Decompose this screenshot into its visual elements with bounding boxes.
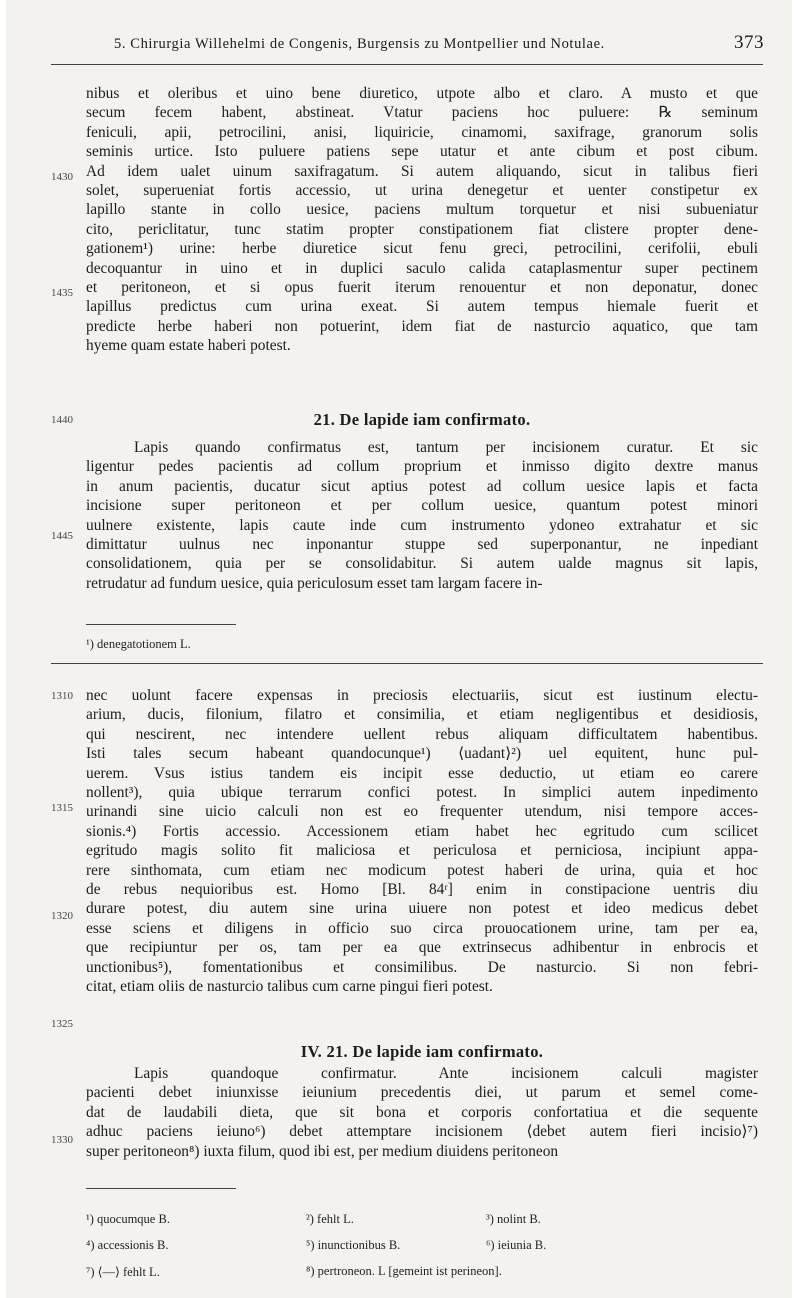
footnote-rule-lower [86,1188,236,1189]
footnote: ⁵) inunctionibus B. [306,1238,401,1252]
text-line: super peritoneon⁸) iuxta filum, quod ibi est, per medium diuidens peritoneon [86,1142,559,1160]
upper-text-block-2 [86,438,758,593]
text-line: Lapis quando confirmatus est, tantum per incisionem curatur. Et sic [134,439,758,456]
line-number: 1435 [51,287,73,299]
text-line: durare potest, diu autem sine urina uiuere non potest et ideo medicus debet [86,900,758,918]
text-line: incisione super peritoneon et per collum uesice, quantum potest minori [86,497,758,515]
footnote: ⁷) ⟨—⟩ fehlt L. [86,1265,160,1279]
text-line: solet, superueniat fortis accessio, ut urina denegetur et uenter constipetur ex [86,182,758,200]
footnote: ⁶) ieiunia B. [486,1238,547,1252]
text-line: esse sciens et diligens in officio suo circa prouocationem urine, tam per ea, [86,919,758,937]
text-line: nollent³), quia ubique terrarum confici potest. In simplici autem inpedimento [86,784,758,802]
footnote: ⁸) pertroneon. L [gemeint ist perineon]. [306,1264,502,1278]
footnote: ³) nolint B. [486,1212,541,1226]
text-line: in anum pacientis, ducatur sicut aptius potest ad collum uesice lapis et facta [86,477,758,495]
page-number: 373 [734,32,764,53]
text-line: citat, etiam oliis de nasturcio talibus cum carne pingui fieri potest. [86,978,493,996]
text-line: seminis urtice. Isto puluere patiens sepe utatur et ante cibum et post cibum. [86,143,758,161]
line-number: 1315 [51,802,73,814]
line-number: 1310 [51,690,73,702]
text-line: de rebus nequioribus est. Homo [Bl. 84ʳ] enim in constipacione uentris diu [86,881,758,899]
lower-text-block [86,686,758,997]
text-line: retrudatur ad fundum uesice, quia periculosum esset tam largam facere in- [86,574,543,592]
book-page [6,0,792,1298]
text-line: unctionibus⁵), fomentationibus et consimilibus. De nasturcio. Si non febri- [86,958,758,976]
page-header [114,32,764,64]
section-heading-lower: IV. 21. De lapide iam confirmato. [300,1042,544,1061]
header-rule [51,64,763,65]
footnote: ¹) denegatotionem L. [86,637,191,651]
lower-text-block-2 [86,1064,758,1161]
text-line: secum fecem habent, abstineat. Vtatur paciens hoc puluere: ℞ seminum [86,104,758,122]
text-line: uerem. Vsus istius tandem eis incipit esse deductio, ut etiam eo carere [86,764,758,782]
text-line: decoquantur in uino et in duplici saculo calida cataplasmentur super pectinem [86,259,758,277]
text-line: feniculi, apii, petrocilini, anisi, liquiricie, cinamomi, saxifrage, granorum solis [86,123,758,141]
text-line: lapillus predictus cum urina exeat. Si autem tempus hiemale fuerit et [86,298,758,316]
text-line: qui nescirent, nec intendere uellent rebus aliquam difficultatem habentibus. [86,725,758,743]
text-line: arium, ducis, filonium, filatro et consimilia, et etiam negligentibus et desidiosis, [86,706,758,724]
text-line: rere sinthomata, cum etiam nec modicum potest haberi de urina, quia et hoc [86,861,758,879]
running-title: 5. Chirurgia Willehelmi de Congenis, Burgensis zu Montpellier und Notulae. [114,36,605,52]
text-line: nibus et oleribus et uino bene diuretico, utpote albo et claro. A musto et que [86,85,758,102]
line-number: 1330 [51,1134,73,1146]
text-line: consolidationem, quia per se consolidabitur. Si autem ualde magnus sit lapis, [86,555,758,573]
text-line: predicte herbe haberi non potuerint, idem fiat de nasturcio aquatico, que tam [86,317,758,335]
text-line: Lapis quandoque confirmatur. Ante incisionem calculi magister [134,1065,758,1082]
text-line: dat de laudabili dieta, que sit bona et corporis confortatiua et die sequente [86,1103,758,1121]
footnote: ⁴) accessionis B. [86,1238,169,1252]
text-line: uulnere existente, lapis caute inde cum instrumento ydoneo extrahatur et sic [86,516,758,534]
line-number: 1320 [51,910,73,922]
line-number: 1440 [51,414,73,426]
line-number: 1325 [51,1018,73,1030]
line-number: 1445 [51,530,73,542]
text-line: egritudo magis solito fit maliciosa et periculosa et perniciosa, incipiunt appa- [86,842,758,860]
text-line: sionis.⁴) Fortis accessio. Accessionem etiam habet hec egritudo cum scilicet [86,822,758,840]
text-line: et peritoneon, et si opus fuerit iterum renouentur et non deponatur, donec [86,279,758,297]
text-line: gationem¹) urine: herbe diuretice sicut fenu greci, petrocilini, cerifolii, ebuli [86,240,758,258]
text-line: que recipiuntur per os, tam per ea que extrinsecus adhibentur in enbrocis et [86,939,758,957]
text-line: dimittatur uulnus nec inponantur stuppe sed superponantur, ne inpediant [86,536,758,554]
text-line: cito, periclitatur, tunc statim propter constipationem fiat clistere propter dene- [86,220,758,238]
text-line: adhuc paciens ieiuno⁶) debet attemptare incisionem ⟨debet autem fieri incisio⟩⁷) [86,1123,758,1141]
section-heading: 21. De lapide iam confirmato. [313,410,531,429]
text-line: Ad idem ualet uinum saxifragatum. Si autem aliquando, sicut in talibus fieri [86,162,758,180]
footnote: ¹) quocumque B. [86,1212,170,1226]
text-line: ligentur pedes pacientis ad collum proprium et inmisso digito dextre manus [86,458,758,476]
text-line: hyeme quam estate haberi potest. [86,337,291,355]
section-divider [51,663,763,664]
footnote-rule [86,624,236,625]
text-line: Isti tales secum habeant quandocunque¹) ⟨uadant⟩²) uel equitent, hunc pul- [86,745,758,763]
text-line: pacienti debet iniunxisse ieiunium precedentis diei, ut parum et semel come- [86,1084,758,1102]
text-line: lapillo stante in collo uesice, paciens multum torquetur et nisi subueniatur [86,201,758,219]
text-line: nec uolunt facere expensas in preciosis electuariis, sicut est iustinum electu- [86,687,758,704]
upper-text-block [86,84,758,356]
line-number: 1430 [51,171,73,183]
text-line: urinandi sine uicio calculi non est eo frequenter utendum, nisi tempore acces- [86,803,758,821]
footnote: ²) fehlt L. [306,1212,354,1226]
